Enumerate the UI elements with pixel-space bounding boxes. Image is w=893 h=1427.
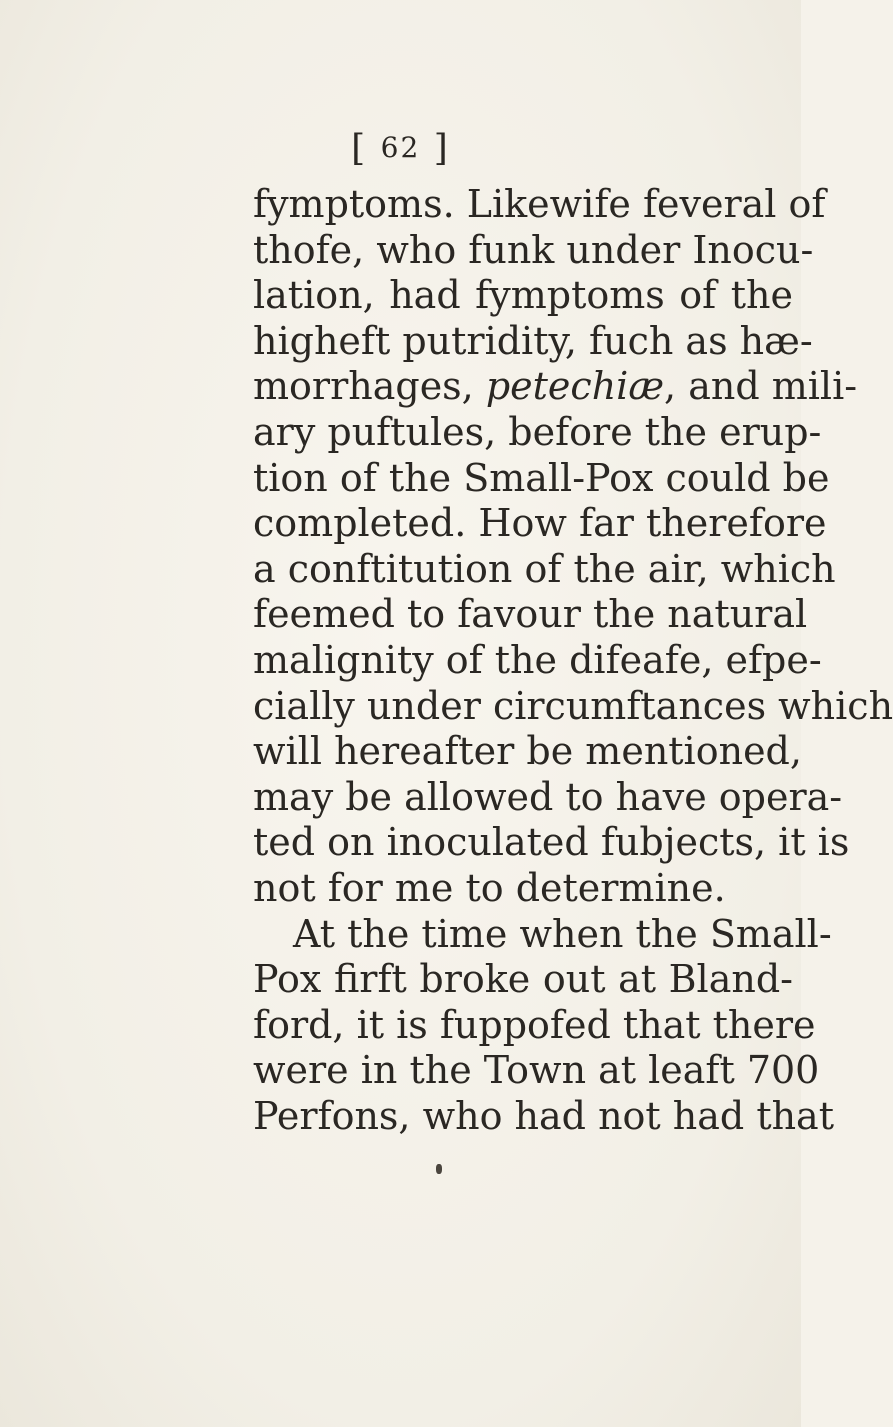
header-close-bracket: ] [433,128,450,169]
text-line-2: thofe, who funk under Inocu- [253,227,814,272]
text-line-11: malignity of the difeafe, efpe- [253,637,822,682]
text-line-7: tion of the Small-Pox could be [253,455,830,500]
page-number: 62 [380,131,421,164]
text-line-4: higheft putridity, fuch as hæ- [253,318,813,363]
text-line-1: fymptoms. Likewife feveral of [253,182,826,226]
body-text [253,182,893,1139]
text-line-3: lation, had fymptoms of the [253,273,793,318]
text-line-12: cially under circumftances which [253,683,893,728]
text-line-16: not for me to determine. [253,865,726,910]
text-line-5-part-1: morrhages, [253,364,486,409]
text-line-20: were in the Town at leaft 700 [253,1048,820,1093]
header-open-bracket: [ [351,128,368,169]
text-line-21: Perfons, who had not had that [253,1093,834,1138]
page-header [0,128,801,169]
text-line-17: At the time when the Small- [293,911,832,956]
text-line-10: feemed to favour the natural [253,592,808,637]
text-line-15: ted on inoculated fubjects, it is [253,820,850,865]
text-line-5 [253,364,858,410]
italic-term-petechiae: petechiæ [485,364,665,409]
ink-speck-mark [436,1164,442,1174]
text-line-13: will hereafter be mentioned, [253,729,802,774]
text-line-6: ary puftules, before the erup- [253,409,822,454]
text-line-19: ford, it is fuppofed that there [253,1002,816,1047]
text-line-5-part-2: , and mili- [664,364,858,409]
text-line-18: Pox firft broke out at Bland- [253,957,793,1002]
text-line-8: completed. How far therefore [253,501,827,546]
text-line-9: a conftitution of the air, which [253,546,836,591]
text-line-14: may be allowed to have opera- [253,774,843,819]
